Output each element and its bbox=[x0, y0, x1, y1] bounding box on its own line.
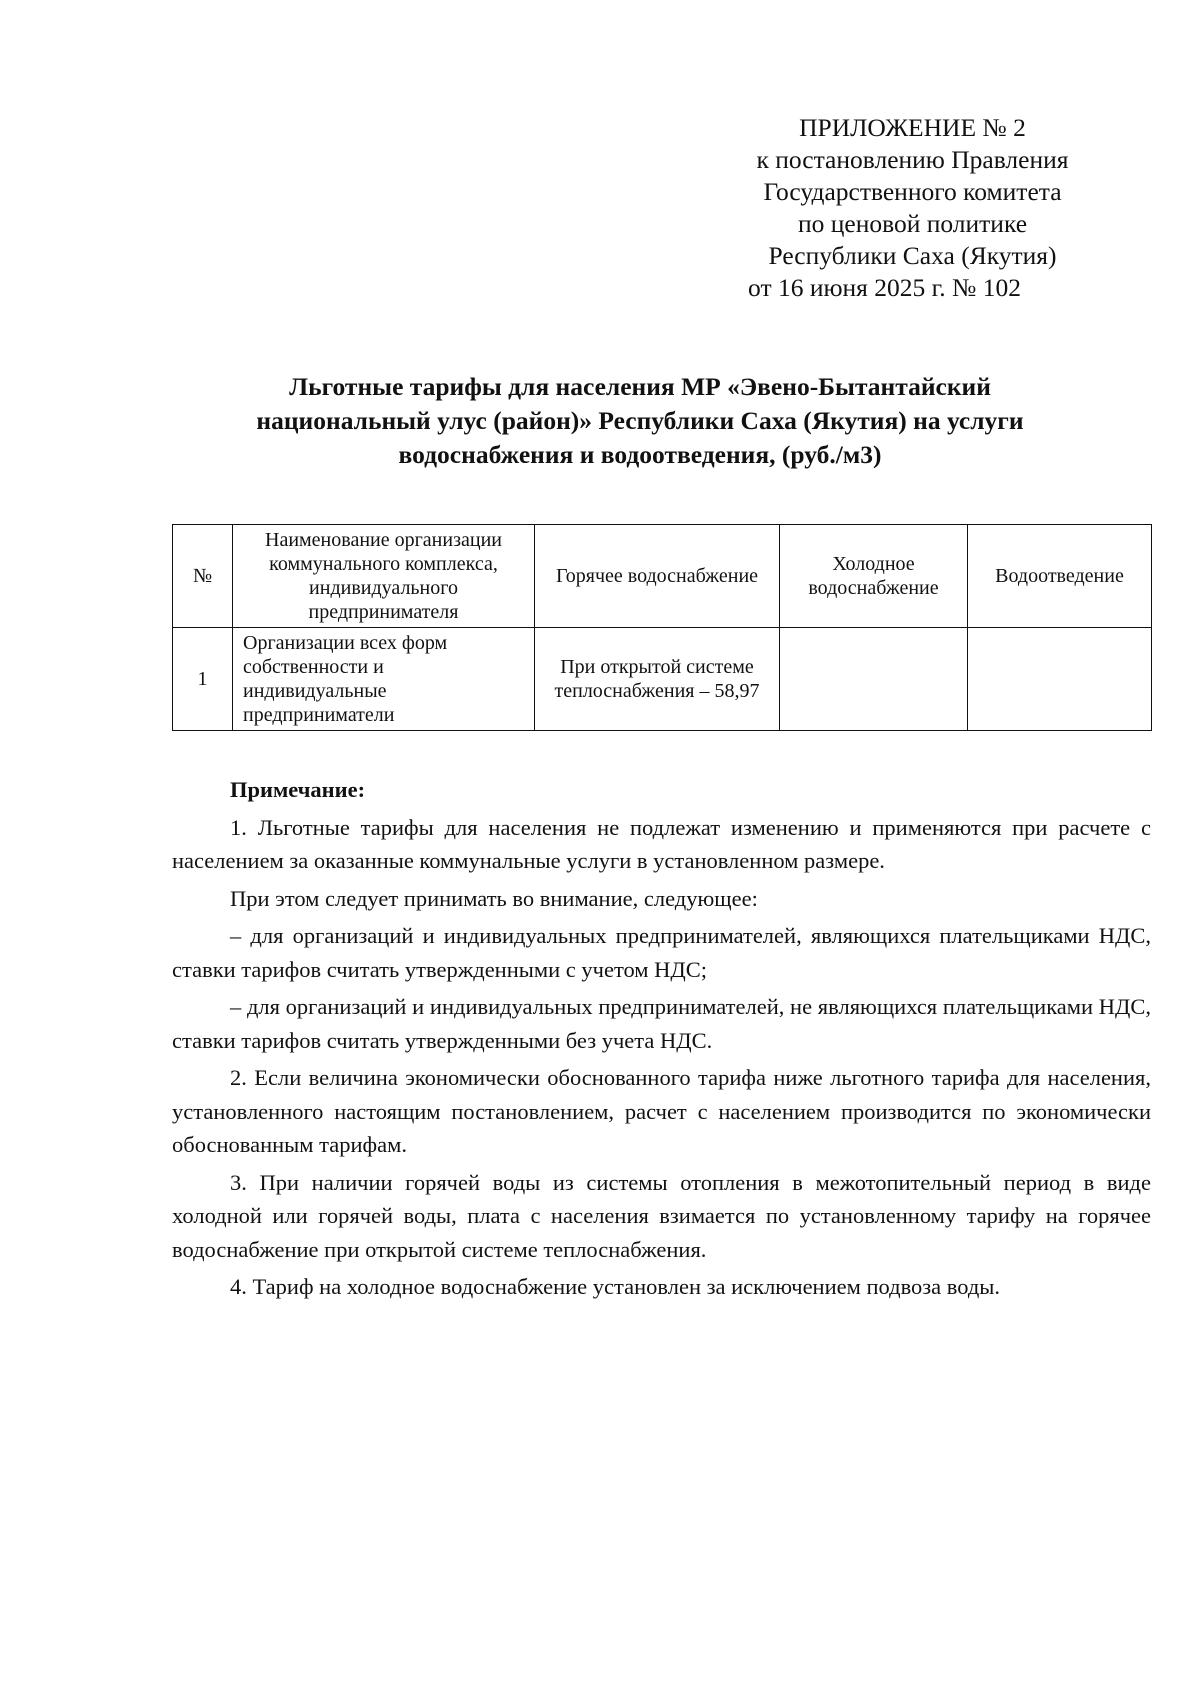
tariffs-table bbox=[172, 524, 1152, 731]
note-paragraph: При этом следует принимать во внимание, следующее: bbox=[230, 885, 758, 911]
notes-section bbox=[172, 773, 1151, 1308]
appendix-line: Государственного комитета bbox=[763, 177, 1062, 206]
title-line: водоснабжения и водоотведения, (руб./м3) bbox=[398, 440, 882, 469]
appendix-line: по ценовой политике bbox=[797, 209, 1028, 238]
row-cold-water-tariff bbox=[780, 628, 968, 731]
note-paragraph: – для организаций и индивидуальных предпринимателей, являющихся плательщиками НДС, ставки тарифов считать утвержденными с учетом НДС; bbox=[172, 923, 1151, 982]
note-paragraph: 3. При наличии горячей воды из системы отопления в межотопительный период в виде холодной или горячей воды, плата с населения взимается по установленному тарифу на горячее водоснабжение при открытой системе теплоснабжения. bbox=[172, 1169, 1151, 1262]
header-cold-water: Холодное водоснабжение bbox=[780, 525, 968, 628]
appendix-line: к постановлению Правления bbox=[756, 145, 1069, 174]
appendix-line: Республики Саха (Якутия) bbox=[768, 241, 1057, 270]
note-paragraph: – для организаций и индивидуальных предпринимателей, не являющихся плательщиками НДС, ставки тарифов считать утвержденными без учета НДС. bbox=[172, 994, 1151, 1053]
note-paragraph: 2. Если величина экономически обоснованного тарифа ниже льготного тарифа для населения, установленного настоящим постановлением, расчет с населением производится по экономически обоснованным тарифам. bbox=[172, 1065, 1151, 1157]
document-title bbox=[160, 370, 1120, 472]
table-header-row bbox=[173, 525, 1152, 628]
header-organization: Наименование организации коммунального комплекса, индивидуального предпринимателя bbox=[233, 525, 535, 628]
row-organization: Организации всех форм собственности и индивидуальные предприниматели bbox=[233, 628, 535, 731]
row-hot-water-tariff: При открытой системе теплоснабжения – 58,97 bbox=[535, 628, 780, 731]
table-row bbox=[173, 628, 1152, 731]
header-hot-water: Горячее водоснабжение bbox=[535, 525, 780, 628]
row-number: 1 bbox=[173, 628, 233, 731]
notes-heading: Примечание: bbox=[230, 777, 366, 802]
title-line: Льготные тарифы для населения МР «Эвено-Бытантайский bbox=[289, 372, 991, 401]
note-paragraph: 1. Льготные тарифы для населения не подлежат изменению и применяются при расчете с населением за оказанные коммунальные услуги в установленном размере. bbox=[172, 814, 1151, 873]
row-drainage-tariff bbox=[968, 628, 1152, 731]
title-line: национальный улус (район)» Республики Саха (Якутия) на услуги bbox=[256, 406, 1024, 435]
note-paragraph: 4. Тариф на холодное водоснабжение установлен за исключением подвоза воды. bbox=[230, 1274, 1001, 1299]
appendix-date: от 16 июня 2025 г. № 102 bbox=[748, 273, 1021, 302]
header-number: № bbox=[173, 525, 233, 628]
appendix-block bbox=[725, 112, 1100, 304]
header-drainage: Водоотведение bbox=[968, 525, 1152, 628]
appendix-title: ПРИЛОЖЕНИЕ № 2 bbox=[799, 113, 1026, 142]
